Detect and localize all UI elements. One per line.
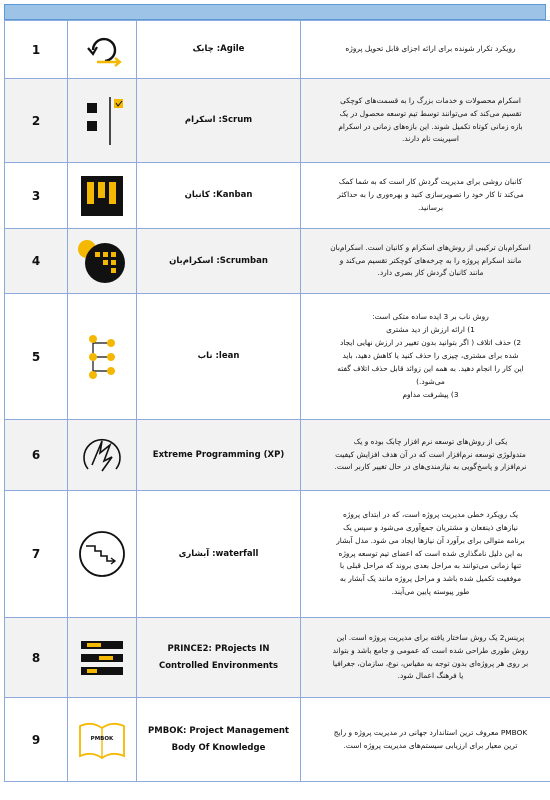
method-name: کانبان :Kanban [137, 163, 301, 229]
table-row [5, 698, 550, 782]
row-number: 6 [5, 420, 68, 491]
method-name: Extreme Programming (XP) [137, 420, 301, 491]
method-description: اسکرام‌بان ترکیبی از روش‌های اسکرام و کانبان است. اسکرام‌بان مانند اسکرام پروژه را به چرخه‌های کوچکتر تقسیم می‌کند و مانند کانبان گردش کار بصری دارد. [301, 229, 550, 294]
method-description: روش ناب بر 3 ایده ساده متکی است: 1) ارائه ارزش از دید مشتری 2) حذف اتلاف ( اگر بتوانید بدون تغییر در ارزش نهایی ایجاد شده برای مشتری، چیزی را حذف کنید یا کاهش دهید، باید این کار را انجام دهید. به همه این زوائد قابل حذف اتلاف گفته می‌شود.) 3) پیشرفت مداوم [301, 294, 550, 420]
method-name: PMBOK: Project Management Body Of Knowledge [137, 698, 301, 782]
method-name: اسکرام :Scrum [137, 79, 301, 163]
table-row [5, 294, 550, 420]
table-header-bar [4, 4, 546, 20]
methodologies-table-container [4, 4, 546, 797]
pmbok-label: PMBOK [90, 735, 114, 742]
table-row [5, 21, 550, 79]
method-description: PMBOK معروف ترین استاندارد جهانی در مدیریت پروژه و رایج ترین معیار برای ارزیابی سیستم‌های مدیریت پروژه است. [301, 698, 550, 782]
method-description: یک رویکرد خطی مدیریت پروژه است، که در ابتدای پروژه نیازهای ذینفعان و مشتریان جمع‌آوری می‌شود و سپس یک برنامه متوالی برای برآورد آن نیازها ایجاد می شود. مدل آبشار به این دلیل نامگذاری شده است که اعضای تیم توسعه پروژه تنها زمانی می‌توانند به مراحل بعدی بروند که مراحل قبلی با موفقیت تکمیل شده باشد و مراحل پروژه مانند یک آبشار به طور پیوسته پایین می‌آیند. [301, 491, 550, 618]
row-number: 8 [5, 618, 68, 698]
method-name: چابک :Agile [137, 21, 301, 79]
method-description: اسکرام محصولات و خدمات بزرگ را به قسمت‌های کوچکی تقسیم می‌کند که می‌توانند توسط تیم توسعه محصول در یک بازه زمانی کوتاه تکمیل شوند. این بازه‌های زمانی در اسکرام اسپرینت نام دارند. [301, 79, 550, 163]
scrum-board-icon [79, 95, 125, 147]
scrumban-icon [77, 237, 127, 285]
row-number: 9 [5, 698, 68, 782]
method-description: پرینس2 یک روش ساختار یافته برای مدیریت پروژه است. این روش طوری طراحی شده است که عمومی و جامع باشد و بتواند بر روی هر پروژه‌ای بدون توجه به مقیاس، نوع، سازمان، جغرافیا یا فرهنگ اعمال شود. [301, 618, 550, 698]
row-number: 7 [5, 491, 68, 618]
row-number: 5 [5, 294, 68, 420]
table-row [5, 79, 550, 163]
pmbok-book-icon [76, 718, 128, 762]
table-row [5, 163, 550, 229]
waterfall-steps-icon [77, 529, 127, 579]
table-row [5, 618, 550, 698]
method-name: ناب :lean [137, 294, 301, 420]
row-number: 2 [5, 79, 68, 163]
method-description: رویکرد تکرار شونده برای ارائه اجزای قابل تحویل پروژه [301, 21, 550, 79]
kanban-board-icon [79, 174, 125, 218]
agile-cycle-icon [79, 30, 125, 70]
method-description: یکی از روش‌های توسعه نرم افزار چابک بوده و یک متدولوژی توسعه نرم‌افزار است که در آن هدف افزایش کیفیت نرم‌افزار و پاسخ‌گویی به نیازمندی‌های در حال تغییر کاربر است. [301, 420, 550, 491]
lean-flow-icon [79, 329, 125, 385]
table-row [5, 229, 550, 294]
method-description: کانبان روشی برای مدیریت گردش کار است که به شما کمک می‌کند تا کار خود را تصویرسازی کنید و بهره‌وری را به حداکثر برسانید. [301, 163, 550, 229]
method-name: آبشاری :waterfall [137, 491, 301, 618]
row-number: 1 [5, 21, 68, 79]
method-name: اسکرام‌بان :Scrumban [137, 229, 301, 294]
table-row [5, 491, 550, 618]
prince2-lines-icon [77, 637, 127, 679]
xp-icon [78, 431, 126, 479]
methodologies-table [4, 20, 550, 782]
table-row [5, 420, 550, 491]
row-number: 4 [5, 229, 68, 294]
method-name: PRINCE2: PRojects IN Controlled Environments [137, 618, 301, 698]
row-number: 3 [5, 163, 68, 229]
